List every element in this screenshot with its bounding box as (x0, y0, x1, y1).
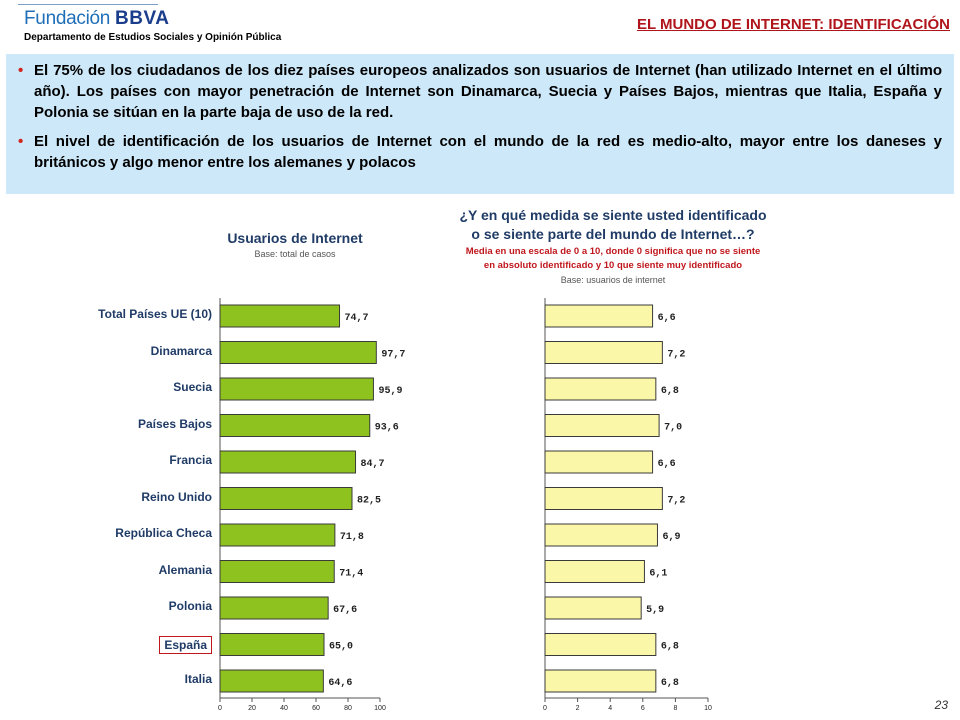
bar-value-label: 65,0 (329, 641, 354, 653)
bar-value-label: 6,1 (649, 568, 668, 580)
bar-value-label: 71,8 (339, 532, 364, 543)
bar-francia (545, 451, 653, 473)
bar-dinamarca (220, 342, 376, 364)
bar-value-label: 7,0 (664, 422, 683, 434)
bar-alemania (220, 561, 334, 583)
bar-total-países-ue-10- (220, 305, 340, 327)
bar-reino-unido (545, 488, 662, 510)
identification-chart-header (418, 206, 808, 285)
bullet-icon: • (18, 133, 24, 150)
bar-value-label: 67,6 (333, 605, 358, 616)
page-number: 23 (934, 698, 948, 712)
identification-chart-base: Base: usuarios de internet (560, 275, 666, 285)
users-chart-base: Base: total de casos (254, 249, 336, 259)
identification-scale-note-line1: Media en una escala de 0 a 10, donde 0 significa que no se siente (465, 246, 761, 257)
bar-polonia (220, 597, 328, 619)
fundacion-bbva-logo (24, 8, 169, 32)
country-label: Dinamarca (150, 343, 212, 358)
country-label: República Checa (115, 526, 212, 540)
bar-españa (545, 634, 656, 656)
bar-value-label: 82,5 (357, 495, 382, 507)
identification-bar-chart (545, 298, 720, 712)
slide-title: EL MUNDO DE INTERNET: IDENTIFICACIÓN (636, 16, 950, 33)
bar-value-label: 95,9 (378, 386, 403, 397)
bar-value-label: 71,4 (339, 568, 364, 580)
users-chart-header (190, 230, 400, 259)
bar-value-label: 6,6 (657, 313, 676, 324)
summary-bullet (18, 60, 942, 123)
identification-scale-note-line2: en absoluto identificado y 10 que siente muy identificado (483, 260, 743, 271)
bar-italia (220, 670, 323, 692)
bar-value-label: 93,6 (374, 422, 399, 434)
users-bar-chart (218, 298, 406, 712)
country-label: España (159, 636, 212, 654)
bar-value-label: 64,6 (328, 678, 353, 689)
summary-text: El nivel de identificación de los usuarios de Internet con el mundo de la red es medio-alto, mayor entre los daneses y británicos y algo menor entre los alemanes y polacos (34, 133, 942, 171)
users-chart-title: Usuarios de Internet (227, 230, 363, 246)
x-tick-label: 2 (575, 705, 580, 712)
bar-value-label: 74,7 (344, 313, 369, 324)
bar-alemania (545, 561, 644, 583)
bar-francia (220, 451, 356, 473)
x-tick-label: 100 (374, 705, 386, 712)
bar-value-label: 5,9 (646, 605, 665, 616)
bar-value-label: 6,8 (660, 641, 679, 653)
x-tick-label: 10 (704, 705, 712, 712)
bar-italia (545, 670, 656, 692)
x-tick-label: 40 (280, 705, 288, 712)
summary-bullet (18, 131, 942, 173)
bar-república-checa (220, 524, 335, 546)
country-label: Total Países UE (10) (98, 307, 212, 321)
bar-polonia (545, 597, 641, 619)
bar-value-label: 84,7 (360, 459, 385, 470)
bar-total-países-ue-10- (545, 305, 653, 327)
bar-república-checa (545, 524, 657, 546)
x-tick-label: 0 (218, 705, 222, 712)
x-tick-label: 6 (640, 705, 645, 712)
bar-españa (220, 634, 324, 656)
x-tick-label: 60 (312, 705, 320, 712)
bar-países-bajos (545, 415, 659, 437)
country-label: Francia (169, 453, 212, 467)
department-name: Departamento de Estudios Sociales y Opinión Pública (24, 32, 282, 43)
summary-list (18, 60, 942, 173)
bar-dinamarca (545, 342, 662, 364)
bar-países-bajos (220, 415, 370, 437)
bar-value-label: 7,2 (667, 349, 686, 361)
x-tick-label: 20 (248, 705, 256, 712)
bar-suecia (220, 378, 373, 400)
identification-chart-title-line2: o se siente parte del mundo de Internet…? (471, 226, 755, 242)
bar-suecia (545, 378, 656, 400)
bullet-icon: • (18, 62, 24, 79)
header-rule (18, 4, 158, 5)
country-label: Reino Unido (141, 489, 212, 504)
bar-value-label: 97,7 (381, 349, 406, 361)
logo-text-fundacion: Fundación (24, 8, 111, 29)
logo-text-bbva: BBVA (115, 8, 170, 29)
bar-value-label: 6,8 (660, 386, 679, 397)
identification-chart-title-line1: ¿Y en qué medida se siente usted identificado (459, 207, 767, 223)
x-tick-label: 0 (543, 705, 547, 712)
bar-value-label: 6,9 (662, 532, 681, 543)
x-tick-label: 8 (673, 705, 678, 712)
bar-value-label: 7,2 (667, 495, 686, 507)
x-tick-label: 80 (344, 705, 352, 712)
summary-text: El 75% de los ciudadanos de los diez países europeos analizados son usuarios de Internet (han utilizado Internet en el último año). Los países con mayor penetración de Internet son Dinamarca, Suecia y Países Bajos, mientras que Italia, España y Polonia se sitúan en la parte baja de uso de la red. (34, 62, 942, 121)
country-label: Italia (184, 672, 212, 686)
country-label: Alemania (158, 562, 212, 577)
x-tick-label: 4 (608, 705, 613, 712)
bar-value-label: 6,6 (657, 459, 676, 470)
country-label: Países Bajos (137, 416, 212, 431)
country-label: Polonia (168, 599, 212, 613)
bar-value-label: 6,8 (660, 678, 679, 689)
country-label: Suecia (173, 380, 212, 394)
summary-box (6, 54, 954, 194)
bar-reino-unido (220, 488, 352, 510)
